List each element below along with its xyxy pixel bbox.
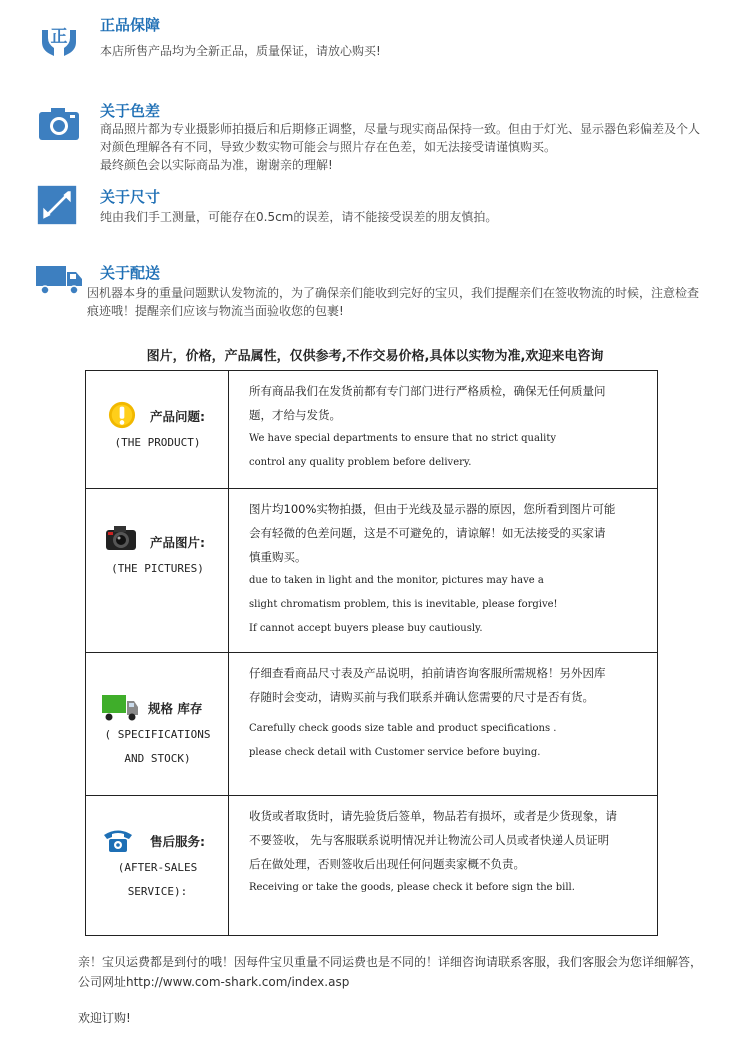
- row-label-en: (THE PRODUCT): [114, 436, 201, 449]
- delivery-truck-icon: [100, 693, 140, 723]
- genuine-hands-icon: [36, 14, 82, 60]
- info-table: [85, 370, 658, 936]
- footer-welcome: 欢迎订购!: [78, 1011, 131, 1025]
- svg-text:正: 正: [50, 27, 68, 47]
- table-row-product: [86, 371, 657, 488]
- notice-body: 纯由我们手工测量，可能存在0.5cm的误差，请不能接受误差的朋友慎拍。: [100, 210, 498, 224]
- notice-title: 关于色差: [100, 102, 161, 120]
- delivery-truck-icon: [34, 262, 84, 298]
- row-label-en: SERVICE):: [127, 885, 188, 898]
- notice-body: 商品照片都为专业摄影师拍摄后和后期修正调整，尽量与现实商品保持一致。但由于灯光、显示器色彩偏差及个人 对颜色理解各有不同，导致少数实物可能会与照片存在色差，如无法接受请谨慎购买。 最终颜色会以实际商品为准，谢谢亲的理解!: [100, 122, 701, 172]
- row-label-zh: 产品问题:: [150, 409, 205, 424]
- table-row-pictures: [86, 488, 657, 652]
- row-content: 仔细查看商品尺寸表及产品说明，拍前请咨询客服所需规格！另外因库 存随时会变动，请购买前与我们联系并确认您需要的尺寸是否有货。 Carefully check goods size table and product specifications . please check detail with Customer service before buying.: [249, 666, 606, 758]
- row-label-cell: [86, 653, 229, 795]
- row-label-en: AND STOCK): [124, 752, 191, 765]
- notice-body: 因机器本身的重量问题默认发物流的，为了确保亲们能收到完好的宝贝，我们提醒亲们在签收物流的时候，注意检查 痕迹哦！提醒亲们应该与物流当面验收您的包裹!: [87, 286, 700, 318]
- footer-website[interactable]: 公司网址http://www.com-shark.com/index.asp: [78, 975, 350, 989]
- resize-arrow-icon: [36, 184, 78, 226]
- row-label-en: (THE PICTURES): [111, 562, 204, 575]
- row-label-cell: [86, 796, 229, 935]
- footer-shipping-note: 亲！宝贝运费都是到付的哦！因每件宝贝重量不同运费也是不同的！详细咨询请联系客服，我们客服会为您详细解答，: [78, 955, 703, 969]
- row-content: 图片均100%实物拍摄，但由于光线及显示器的原因，您所看到图片可能 会有轻微的色差问题，这是不可避免的，请谅解！如无法接受的买家请 慎重购买。 due to taken in light and the monitor, pictures may have a slight chromatism problem, this is inevitable, please forgive! If cannot accept buyers please buy cautiously.: [249, 502, 616, 634]
- row-label-zh: 售后服务:: [150, 834, 205, 849]
- row-label-zh: 产品图片:: [150, 535, 205, 550]
- notice-title: 关于配送: [100, 264, 161, 282]
- table-row-specifications: [86, 652, 657, 795]
- telephone-icon: [102, 826, 134, 854]
- row-label-en: (AFTER-SALES: [117, 861, 198, 874]
- notice-title: 关于尺寸: [100, 188, 161, 206]
- notice-title: 正品保障: [100, 16, 161, 34]
- camera-icon: [36, 102, 82, 148]
- row-label-zh: 规格 库存: [148, 701, 203, 716]
- row-content: 收货或者取货时，请先验货后签单，物品若有损坏，或者是少货现象，请 不要签收， 先与客服联系说明情况并让物流公司人员或者快递人员证明 后在做处理，否则签收后出现任何问题卖家概不负责。 Receiving or take the goods, please check it before sign the bill.: [249, 809, 617, 893]
- row-label-cell: [86, 371, 229, 488]
- table-row-after-sales: [86, 795, 657, 935]
- row-label-cell: [86, 489, 229, 652]
- row-label-en: ( SPECIFICATIONS: [104, 728, 211, 741]
- exclamation-badge-icon: [108, 401, 136, 429]
- notice-body: 本店所售产品均为全新正品，质量保证，请放心购买!: [100, 44, 381, 58]
- camera-icon: [104, 523, 138, 553]
- table-caption: 图片，价格，产品属性，仅供参考,不作交易价格,具体以实物为准,欢迎来电咨询: [146, 349, 604, 364]
- row-content: 所有商品我们在发货前都有专门部门进行严格质检，确保无任何质量问 题，才给与发货。 We have special departments to ensure that no strict quality control any quality problem before delivery.: [249, 384, 606, 468]
